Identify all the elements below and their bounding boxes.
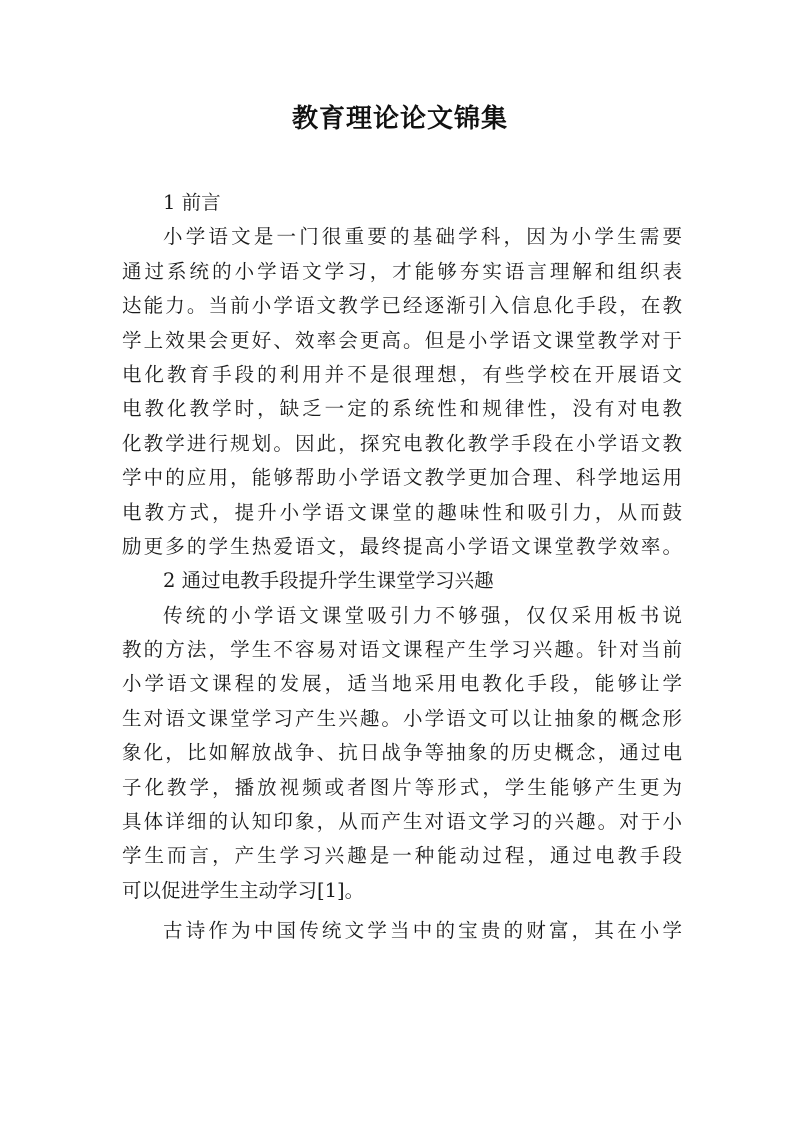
paragraph-line: 学生而言，产生学习兴趣是一种能动过程，通过电教手段	[122, 844, 682, 868]
paragraph-line: 化教学进行规划。因此，探究电教化教学手段在小学语文教	[122, 431, 682, 455]
paragraph-line: 学中的应用，能够帮助小学语文教学更加合理、科学地运用	[122, 466, 682, 490]
paragraph-line: 具体详细的认知印象，从而产生对语文学习的兴趣。对于小	[122, 810, 682, 834]
paragraph-line: 古诗作为中国传统文学当中的宝贵的财富，其在小学	[163, 919, 682, 943]
paragraph-line: 子化教学，播放视频或者图片等形式，学生能够产生更为	[122, 775, 682, 799]
document-body	[122, 186, 682, 949]
section-heading: 1 前言	[163, 191, 221, 214]
paragraph-line: 励更多的学生热爱语文，最终提高小学语文课堂教学效率。	[122, 534, 682, 558]
paragraph-line: 象化，比如解放战争、抗日战争等抽象的历史概念，通过电	[122, 741, 682, 765]
paragraph-line: 学上效果会更好、效率会更高。但是小学语文课堂教学对于	[122, 328, 682, 352]
paragraph-line: 电教方式，提升小学语文课堂的趣味性和吸引力，从而鼓	[122, 500, 682, 524]
paragraph-line: 传统的小学语文课堂吸引力不够强，仅仅采用板书说	[163, 603, 682, 627]
paragraph-line: 教的方法，学生不容易对语文课程产生学习兴趣。针对当前	[122, 638, 682, 662]
paragraph-line: 小学语文是一门很重要的基础学科，因为小学生需要	[163, 225, 682, 249]
paragraph-line: 通过系统的小学语文学习，才能够夯实语言理解和组织表	[122, 259, 682, 283]
paragraph-line: 达能力。当前小学语文教学已经逐渐引入信息化手段，在教	[122, 294, 682, 318]
paragraph-line: 电教化教学时，缺乏一定的系统性和规律性，没有对电教	[122, 397, 682, 421]
paragraph-line: 电化教育手段的利用并不是很理想，有些学校在开展语文	[122, 362, 682, 386]
section-heading: 2 通过电教手段提升学生课堂学习兴趣	[163, 569, 494, 593]
paragraph-line: 生对语文课堂学习产生兴趣。小学语文可以让抽象的概念形	[122, 706, 682, 730]
paragraph-line: 小学语文课程的发展，适当地采用电教化手段，能够让学	[122, 672, 682, 696]
paragraph-line: 可以促进学生主动学习[1]。	[122, 878, 365, 902]
document-title: 教育理论论文锦集	[291, 104, 508, 134]
